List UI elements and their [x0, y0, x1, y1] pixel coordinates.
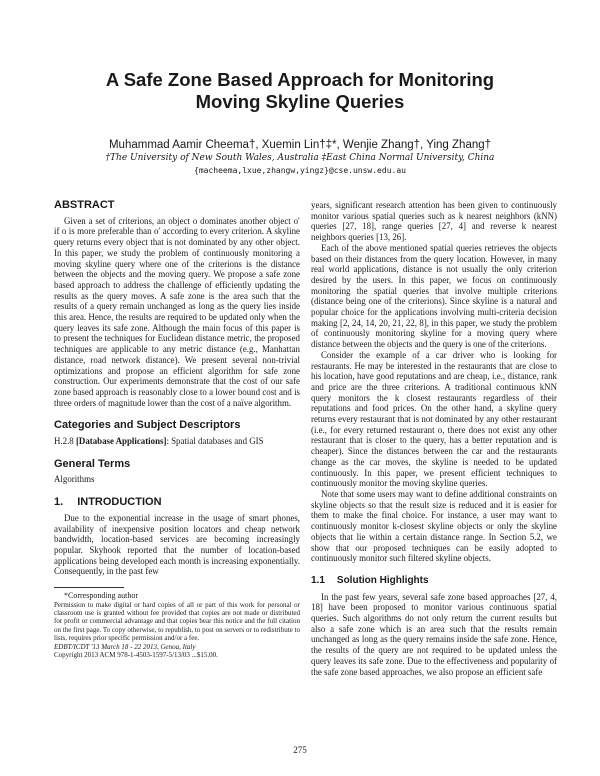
- general-terms-heading: General Terms: [54, 457, 131, 470]
- intro-paragraph: Due to the exponential increase in the usage of smart phones, availability of inexpensive position locators and cheap network bandwidth, location-based services are becoming increasingly popular. Skyhook reported that the number of location-based applications being developed each month is increasing exponentially. Consequently, in the past few: [54, 512, 300, 577]
- paper-title-line-1: A Safe Zone Based Approach for Monitoring: [105, 69, 495, 90]
- general-terms-text: Algorithms: [54, 474, 95, 485]
- categories-heading: Categories and Subject Descriptors: [54, 419, 241, 432]
- right-paragraph-2: Each of the above mentioned spatial queries retrieves the objects based on their distances from the query location. However, in many real world applications, distance is not usually the only criterion desired by the users. In this paper, we focus on continuously monitoring the spatial queries that involve multiple criterions (distance being one of the criterions). Since skyline is a natural and popular choice for the applications involving multi-criteria decision making [2, 24, 14, 20, 21, 22, 8], in this paper, we study the problem of continuously monitoring skyline for a moving query where distance between the objects and the query is one of the criterions.: [311, 242, 557, 350]
- footnote-rule: [54, 587, 124, 588]
- author-list: Muhammad Aamir Cheema†, Xuemin Lin†‡*, Wenjie Zhang†, Ying Zhang†: [108, 139, 492, 151]
- categories-text: [54, 436, 300, 447]
- right-paragraph-1: years, significant research attention has been given to continuously monitor various spatial queries such as k nearest neighbors (kNN) queries [27, 18], range queries [27, 4] and reverse k nearest neighbors queries [13, 26].: [311, 200, 557, 243]
- right-paragraph-3: Consider the example of a car driver who is looking for restaurants. He may be interested in the restaurants that are close to his location, have good reputations and are cheap, i.e., distance, rank and price are the three criterions. A traditional continuous kNN query monitors the k closest restaurants regardless of their reputations and food prices. On the other hand, a skyline query returns every restaurant that is not dominated by any other restaurant (i.e., for every returned restaurant o, there does not exist any other restaurant that is closer to the query, has a better reputation and is cheaper). Since the distances between the car and the restaurants change as the car moves, the skyline is needed to be updated continuously. In this paper, we present efficient techniques to continuously monitor the moving skyline queries.: [311, 349, 557, 489]
- section-title: INTRODUCTION: [77, 496, 162, 509]
- introduction-heading: [54, 497, 300, 508]
- abstract-text: Given a set of criterions, an object o dominates another object o′ if o is more preferable than o′ according to every criterion. A skyline query returns every object that is not dominated by any other object. In this paper, we study the problem of continuously monitoring a moving skyline query where one of the criterions is the distance between the objects and the moving query. We propose a safe zone based approach to address the challenge of efficiently updating the results as the query moves. A safe zone is the area such that the results of a query remain unchanged as long as the query lies inside this area. Hence, the results are required to be updated only when the query leaves its safe zone. Although the main focus of this paper is to present the techniques for Euclidean distance metric, the proposed techniques are applicable to any metric distance (e.g., Manhattan distance, road network distance). We present several non-trivial optimizations and propose an efficient algorithm for safe zone construction. Our experiments demonstrate that the cost of our safe zone based approach is reasonably close to a lower bound cost and is three orders of magnitude lower than the cost of a naïve algorithm.: [54, 215, 300, 408]
- subsection-title: Solution Highlights: [336, 574, 429, 586]
- right-paragraph-4: Note that some users may want to define additional constraints on skyline objects so that the result size is reduced and it is easier for them to make the final choice. For instance, a user may want to continuously monitor k-closest skyline objects or only the skyline objects that lie within a certain distance range. In Section 5.2, we show that our proposed techniques can be easily adopted to continuously monitor such filtered skyline objects.: [311, 488, 557, 564]
- right-paragraph-5: In the past few years, several safe zone based approaches [27, 4, 18] have been proposed to monitor various continuous spatial queries. Such algorithms do not only return the current results but also a safe zone which is an area such that the results remain unchanged as long as the query remains inside the safe zone. Hence, the results of the query are not required to be updated unless the query leaves its safe zone. Due to the effectiveness and popularity of the safe zone based approaches, we also propose an efficient safe: [311, 591, 557, 677]
- subsection-number: 1.1: [311, 574, 325, 586]
- copyright-note: Copyright 2013 ACM 978-1-4503-1597-5/13/03 ...$15.00.: [54, 651, 218, 660]
- author-emails: {macheema,lxue,zhangw,yingz}@cse.unsw.edu.au: [194, 166, 406, 175]
- right-column: [311, 200, 557, 677]
- category-bold: [Database Applications]: [75, 436, 167, 447]
- category-code: H.2.8: [54, 436, 74, 447]
- venue-note: EDBT/ICDT '13 March 18 - 22 2013, Genoa, Italy: [54, 642, 196, 651]
- category-rest: : Spatial databases and GIS: [166, 436, 264, 447]
- affiliations: †The University of New South Wales, Australia ‡East China Normal University, China: [105, 153, 495, 163]
- left-column: [54, 200, 300, 659]
- abstract-heading: ABSTRACT: [54, 199, 115, 211]
- corresponding-author-footnote: *Corresponding author: [64, 591, 138, 601]
- paper-title-line-2: Moving Skyline Queries: [195, 91, 405, 112]
- solution-highlights-heading: [311, 576, 557, 587]
- permission-notice: Permission to make digital or hard copies of all or part of this work for personal or classroom use is granted without fee provided that copies are not made or distributed for profit or commercial advantage and that copies bear this notice and the full citation on the first page. To copy otherwise, to republish, to post on servers or to redistribute to lists, requires prior specific permission and/or a fee.: [54, 600, 300, 643]
- section-number: 1.: [54, 496, 64, 509]
- page-number: 275: [293, 745, 307, 755]
